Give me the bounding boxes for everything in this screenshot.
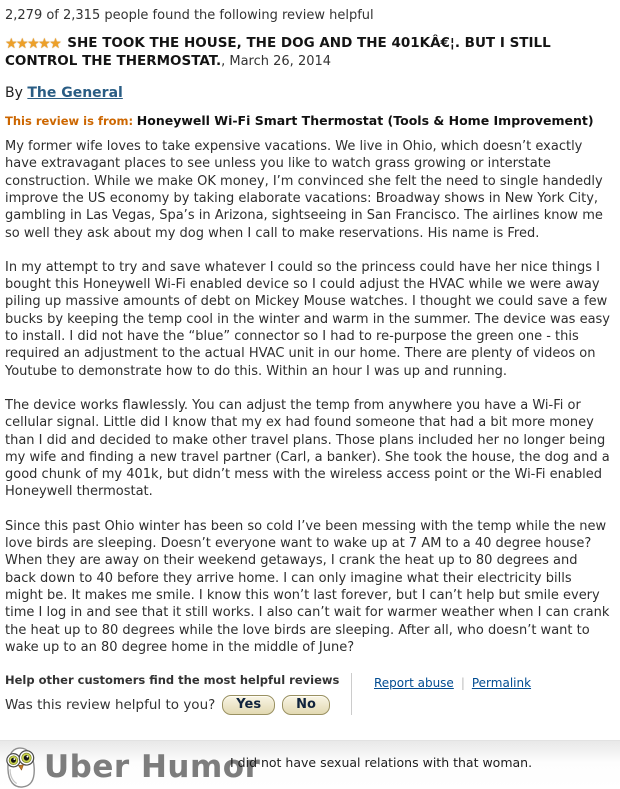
helpful-question: Was this review helpful to you? bbox=[5, 697, 216, 714]
site-name: Uber Humor bbox=[44, 749, 261, 785]
review-footer-links bbox=[351, 673, 531, 715]
star-rating-icon: ★★★★★ bbox=[5, 36, 61, 52]
product-link[interactable]: Honeywell Wi-Fi Smart Thermostat (Tools & Home Improvement) bbox=[136, 113, 594, 129]
review-paragraph: Since this past Ohio winter has been so cold I’ve been messing with the temp while the new love birds are sleeping. Doesn’t everyone want to wake up at 7 AM to a 40 degree house? When they are away on their weekend getaways, I crank the heat up to 80 degrees and back down to 40 before they arrive home. I can only imagine what their electricity bills might be. It makes me smile. I know this won’t last forever, but I can’t help but smile every time I log in and see that it still works. I also can’t wait for warmer weather when I can crank the heat up to 80 degrees while the love birds are sleeping. After all, who doesn’t want to wake up to an 80 degree home in the middle of June? bbox=[5, 518, 610, 655]
help-heading: Help other customers find the most helpful reviews bbox=[5, 673, 340, 688]
review-footer-left bbox=[5, 673, 345, 715]
helpful-question-row bbox=[5, 695, 345, 715]
review-date: , March 26, 2014 bbox=[221, 54, 332, 70]
helpful-count-text: 2,279 of 2,315 people found the following review helpful bbox=[5, 8, 374, 23]
no-button[interactable]: No bbox=[282, 695, 330, 715]
review-footer bbox=[5, 673, 610, 715]
review-paragraph: My former wife loves to take expensive vacations. We live in Ohio, which doesn’t exactly have extravagant places to see unless you like to watch grass growing or interstate construction. While we make OK money, I’m convinced she felt the need to single handedly improve the US economy by taking elaborate vacations: Broadway shows in New York City, gambling in Las Vegas, Spa’s in Arizona, sightseeing in San Francisco. The airlines know me so well they ask about my dog when I call to make reservations. His name is Fred. bbox=[5, 139, 603, 241]
owl-mascot-icon bbox=[1, 746, 41, 788]
review-paragraph: The device works flawlessly. You can adjust the temp from anywhere you have a Wi-Fi or cellular signal. Little did I know that my ex had found someone that had a bit more money than I did and decided to make other travel plans. Those plans included her no longer being my wife and finding a new travel partner (Carl, a banker). She took the house, the dog and a good chunk of my 401k, but didn’t mess with the wireless access point or the Wi-Fi enabled Honeywell thermostat. bbox=[5, 397, 610, 500]
uberhumor-brand-bar bbox=[0, 740, 620, 789]
byline-prefix: By bbox=[5, 85, 28, 102]
brand-caption: I did not have sexual relations with that woman. bbox=[230, 755, 533, 770]
permalink-link[interactable]: Permalink bbox=[471, 676, 532, 691]
uberhumor-logo bbox=[1, 746, 260, 788]
yes-button[interactable]: Yes bbox=[222, 695, 275, 715]
review-title: SHE TOOK THE HOUSE, THE DOG AND THE 401KÂ€¦. BUT I STILL CONTROL THE THERMOSTAT. bbox=[5, 35, 551, 70]
review-from-label: This review is from: bbox=[5, 114, 134, 129]
review-title-line bbox=[5, 35, 610, 71]
link-separator: | bbox=[460, 676, 465, 691]
review-paragraph: In my attempt to try and save whatever I could so the princess could have her nice things I bought this Honeywell Wi-Fi enabled device so I could adjust the HVAC while we were away piling up massive amounts of debt on Mickey Mouse watches. I thought we could save a few bucks by keeping the temp cool in the winter and warm in the summer. The device was easy to install. I did not have the “blue” connector so I had to re-purpose the green one - this required an adjustment to the actual HVAC unit in our home. There are plenty of videos on Youtube to demonstrate how to do this. Within an hour I was up and running. bbox=[5, 259, 610, 379]
review-from-line bbox=[5, 113, 610, 128]
author-link[interactable]: The General bbox=[27, 85, 123, 102]
report-abuse-link[interactable]: Report abuse bbox=[374, 676, 454, 691]
byline bbox=[5, 85, 610, 101]
